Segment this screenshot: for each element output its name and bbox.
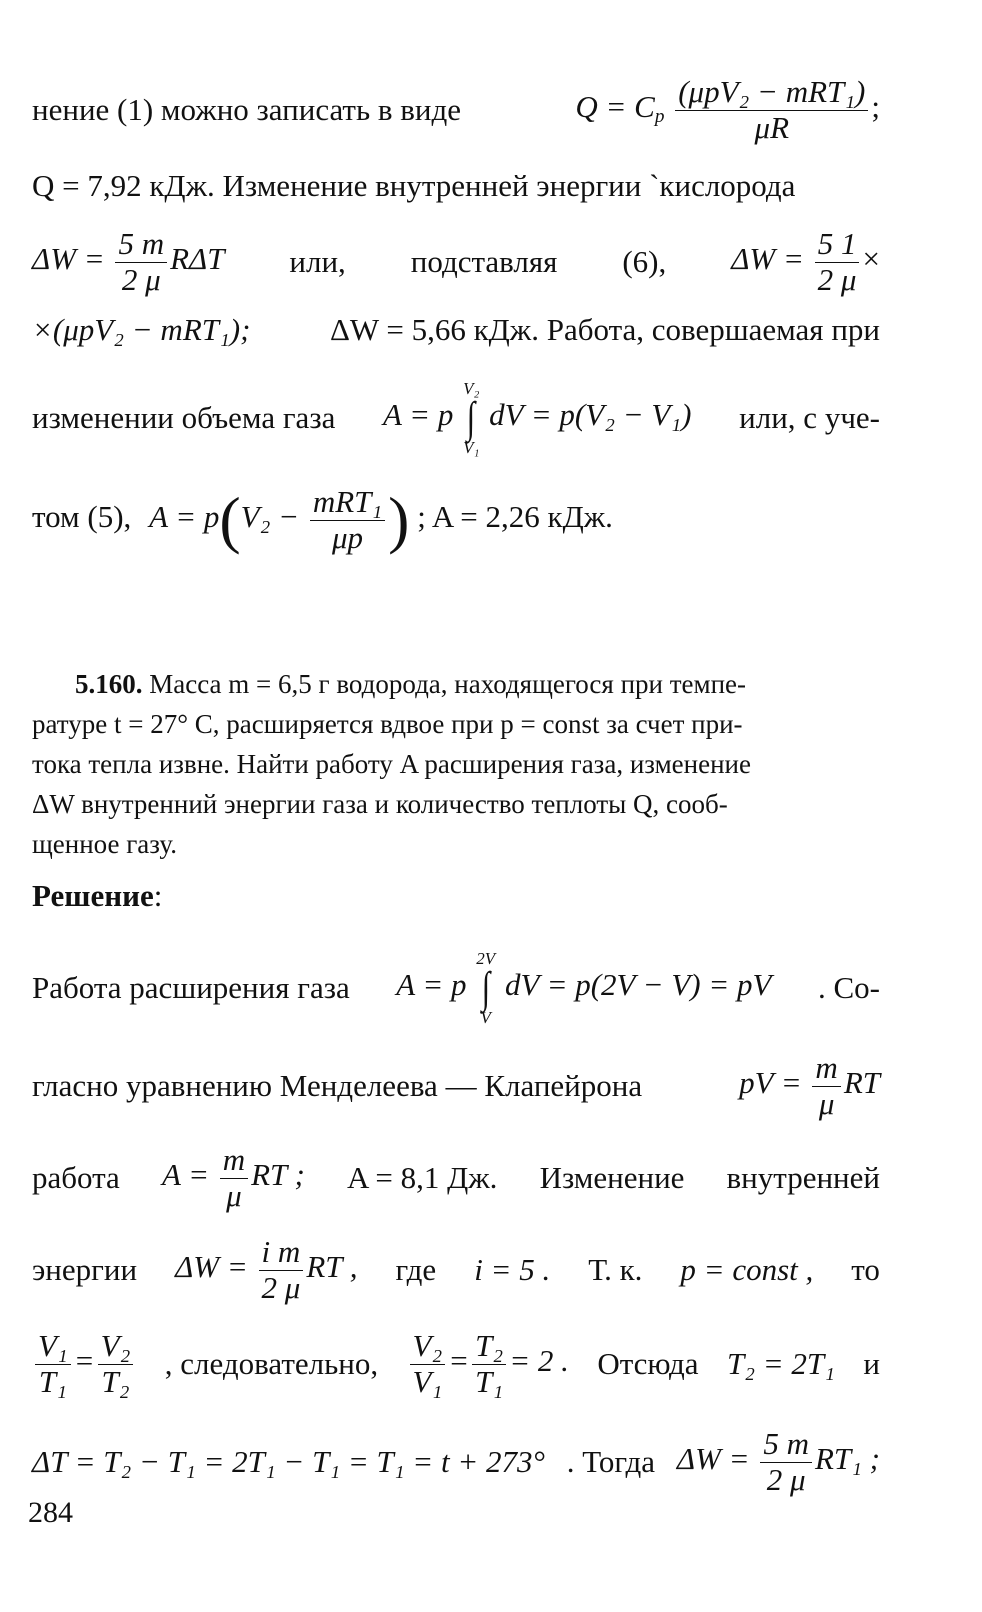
fraction: $\frac{\text{(μpV₂ − mRT₁)}}{\mu R}$ <box>675 76 868 144</box>
formula-ratio-2: $\frac{\text{V₂}}{\text{V₁}}$ = $\frac{\text{T₂}}{\text{T₁}}$ = 2 . <box>407 1330 569 1398</box>
fraction: $\frac{\text{V₂}}{\text{T₂}}$ <box>98 1330 134 1398</box>
fraction: $\frac{5 m}{2 \mu}$ <box>115 228 167 296</box>
formula-work-rt: A = $\frac{m}{\mu}$ RT ; <box>161 1142 305 1213</box>
fraction: $\frac{m}{\mu}$ <box>812 1052 840 1120</box>
fraction: $\frac{\text{mRT₁}}{\mu p}$ <box>310 486 385 554</box>
fraction: $\frac{m}{\mu}$ <box>220 1144 248 1212</box>
solution-line-6: ΔT = T₂ − T₁ = 2T₁ − T₁ = T₁ = t + 273° . Тогда ΔW = $\frac{5 m}{2 \mu}$ RT₁ ; <box>32 1426 880 1497</box>
formula-delta-w-final: ΔW = $\frac{5 m}{2 \mu}$ RT₁ ; <box>676 1426 880 1497</box>
text-run: нение (1) можно записать в виде <box>32 92 461 128</box>
integral: 2V ∫ V <box>476 949 496 1027</box>
fraction: $\frac{\text{T₂}}{\text{T₁}}$ <box>472 1330 506 1398</box>
integral: V₂ ∫ V₁ <box>463 379 480 457</box>
problem-line-4: ΔW внутренний энергии газа и количество теплоты Q, сооб- <box>32 789 728 819</box>
fraction: $\frac{5 1}{2 \mu}$ <box>815 228 860 296</box>
problem-number: 5.160. <box>75 669 143 699</box>
page-number: 284 <box>28 1496 73 1529</box>
problem-line-3: тока тепла извне. Найти работу A расширения газа, изменение <box>32 749 751 779</box>
formula-delta-w-2: ΔW = $\frac{5 1}{2 \mu}$ × <box>731 226 880 297</box>
text-line-5: изменении объема газа A = p V₂ ∫ V₁ dV = p(V₂ − V₁) или, с уче- <box>32 379 880 457</box>
solution-line-2: гласно уравнению Менделеева — Клапейрона pV = $\frac{m}{\mu}$ RT <box>32 1050 880 1121</box>
problem-line-2: ратуре t = 27° C, расширяется вдвое при p = const за счет при- <box>32 709 743 739</box>
text-line-6: том (5), A = p(V₂ − $\frac{\text{mRT₁}}{\mu p}$ ) ; A = 2,26 кДж. <box>32 484 613 556</box>
fraction: $\frac{\text{V₂}}{\text{V₁}}$ <box>410 1330 446 1398</box>
formula-delta-w: ΔW = $\frac{5 m}{2 \mu}$ RΔT <box>32 226 225 297</box>
formula-work-integral: A = p 2V ∫ V dV = p(2V − V) = pV <box>396 949 772 1027</box>
solution-heading: Решение: <box>32 878 163 913</box>
problem-line-1: 5.160. Масса m = 6,5 г водорода, находящегося при темпе- <box>75 669 747 699</box>
formula-work: A = p(V₂ − $\frac{\text{mRT₁}}{\mu p}$ ) <box>149 484 410 556</box>
solution-line-3: работа A = $\frac{m}{\mu}$ RT ; A = 8,1 Дж. Изменение внутренней <box>32 1142 880 1213</box>
text-line-4: ×(μpV₂ − mRT₁); ΔW = 5,66 кДж. Работа, совершаемая при <box>32 312 880 347</box>
formula-ratio-1: $\frac{\text{V₁}}{\text{T₁}}$ = $\frac{\text{V₂}}{\text{T₂}}$ <box>32 1330 136 1398</box>
solution-line-5: $\frac{\text{V₁}}{\text{T₁}}$ = $\frac{\text{V₂}}{\text{T₂}}$ , следовательно, $\frac{\text{V₂}}{\text{V₁}}$ = $\frac{\text{T₂}}{\text{T₁}}$ = 2 . Отсюда T₂ = 2T₁ и <box>32 1330 880 1398</box>
formula-work-integral: A = p V₂ ∫ V₁ dV = p(V₂ − V₁) <box>383 379 692 457</box>
formula-mendeleev: pV = $\frac{m}{\mu}$ RT <box>739 1050 880 1121</box>
problem-line-5: щенное газу. <box>32 829 177 859</box>
text-line-2: Q = 7,92 кДж. Изменение внутренней энергии `кислорода <box>32 168 796 203</box>
solution-line-1: Работа расширения газа A = p 2V ∫ V dV = p(2V − V) = pV . Со- <box>32 949 880 1027</box>
fraction: $\frac{5 m}{2 \mu}$ <box>760 1428 812 1496</box>
formula-heat: $Q = C_p$ $\frac{\text{(μpV₂ − mRT₁)}}{\mu R}$ ; <box>575 74 880 145</box>
text-line-1 <box>32 76 880 144</box>
text-line-3: ΔW = $\frac{5 m}{2 \mu}$ RΔT или, подставляя (6), ΔW = $\frac{5 1}{2 \mu}$ × <box>32 226 880 297</box>
fraction: $\frac{\text{i m}}{2 \mu}$ <box>259 1236 304 1304</box>
fraction: $\frac{\text{V₁}}{\text{T₁}}$ <box>35 1330 71 1398</box>
solution-line-4: энергии ΔW = $\frac{\text{i m}}{2 \mu}$ RT , где i = 5 . Т. к. p = const , то <box>32 1234 880 1305</box>
formula-internal-energy: ΔW = $\frac{\text{i m}}{2 \mu}$ RT , <box>175 1234 358 1305</box>
